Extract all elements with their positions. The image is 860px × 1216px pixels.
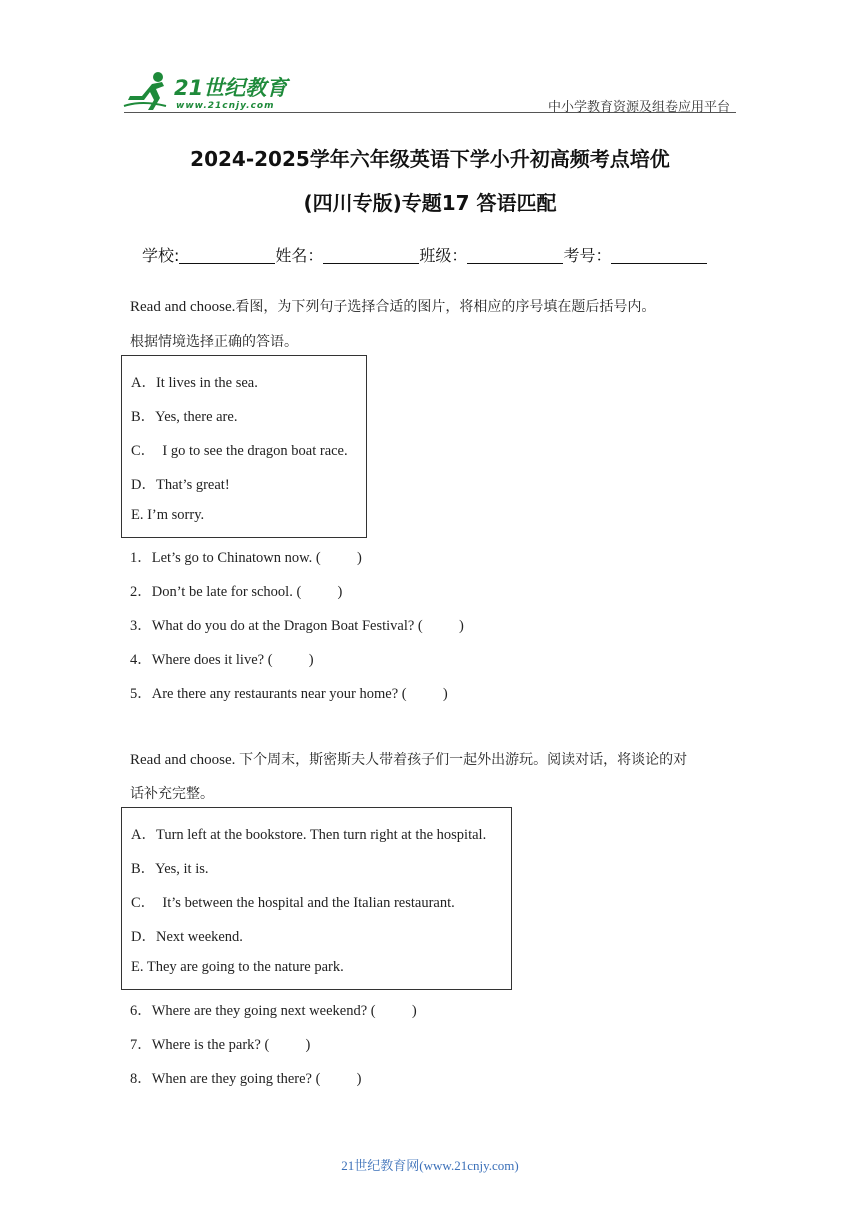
section2-instruction-en: Read and choose. (130, 752, 240, 768)
question-5: 5．Are there any restaurants near your home? ( ) (130, 686, 448, 702)
student-info-fields (142, 243, 707, 266)
section1-options-box (121, 355, 367, 538)
section1-instruction-zh: 看图，为下列句子选择合适的图片，将相应的序号填在题后括号内。 (235, 299, 656, 315)
question-3: 3．What do you do at the Dragon Boat Festival? ( ) (130, 618, 464, 634)
question-7: 7．Where is the park? ( ) (130, 1037, 311, 1053)
school-blank[interactable] (179, 245, 275, 264)
exam-number-label: 考号： (563, 246, 612, 265)
option-e: E. They are going to the nature park. (131, 959, 344, 975)
page-footer[interactable]: 21世纪教育网(www.21cnjy.com) (341, 1158, 519, 1173)
section2-instruction (130, 749, 687, 769)
question-1: 1．Let’s go to Chinatown now. ( ) (130, 550, 362, 566)
question-6: 6．Where are they going next weekend? ( ) (130, 1003, 417, 1019)
option-c: C． It’s between the hospital and the Italian restaurant. (131, 895, 455, 911)
section2-options-box (121, 807, 512, 990)
option-d: D．Next weekend. (131, 929, 243, 945)
runner-logo-icon (122, 70, 174, 114)
section2-instruction-zh: 下个周末，斯密斯夫人带着孩子们一起外出游玩。阅读对话，将谈论的对 (239, 752, 688, 768)
option-e: E. I’m sorry. (131, 507, 205, 523)
option-a: A．It lives in the sea. (131, 375, 258, 391)
option-b: B．Yes, there are. (131, 409, 238, 425)
logo-url: www.21cnjy.com (176, 101, 275, 111)
section2-instruction-line-2: 话补充完整。 (130, 786, 214, 802)
page-title-line-1: 2024-2025学年六年级英语下学小升初高频考点培优 (190, 147, 670, 171)
site-logo (122, 68, 292, 116)
platform-name: 中小学教育资源及组卷应用平台 (547, 100, 730, 115)
question-2: 2．Don’t be late for school. ( ) (130, 584, 343, 600)
logo-text: 21世纪教育 (174, 76, 288, 100)
option-d: D．That’s great! (131, 477, 230, 493)
name-blank[interactable] (323, 245, 419, 264)
option-a: A．Turn left at the bookstore. Then turn right at the hospital. (131, 827, 487, 843)
section1-instruction-en: Read and choose. (130, 299, 236, 315)
class-label: 班级： (419, 246, 468, 265)
question-4: 4．Where does it live? ( ) (130, 652, 314, 668)
question-8: 8．When are they going there? ( ) (130, 1071, 362, 1087)
page-title-line-2: (四川专版)专题17 答语匹配 (303, 191, 557, 215)
header-divider (124, 112, 736, 113)
exam-number-blank[interactable] (611, 245, 707, 264)
section1-instruction (130, 296, 655, 316)
school-label: 学校: (142, 246, 180, 265)
section1-sub-instruction: 根据情境选择正确的答语。 (130, 334, 298, 350)
class-blank[interactable] (467, 245, 563, 264)
option-b: B．Yes, it is. (131, 861, 209, 877)
option-c: C． I go to see the dragon boat race. (131, 443, 348, 459)
name-label: 姓名： (275, 246, 324, 265)
